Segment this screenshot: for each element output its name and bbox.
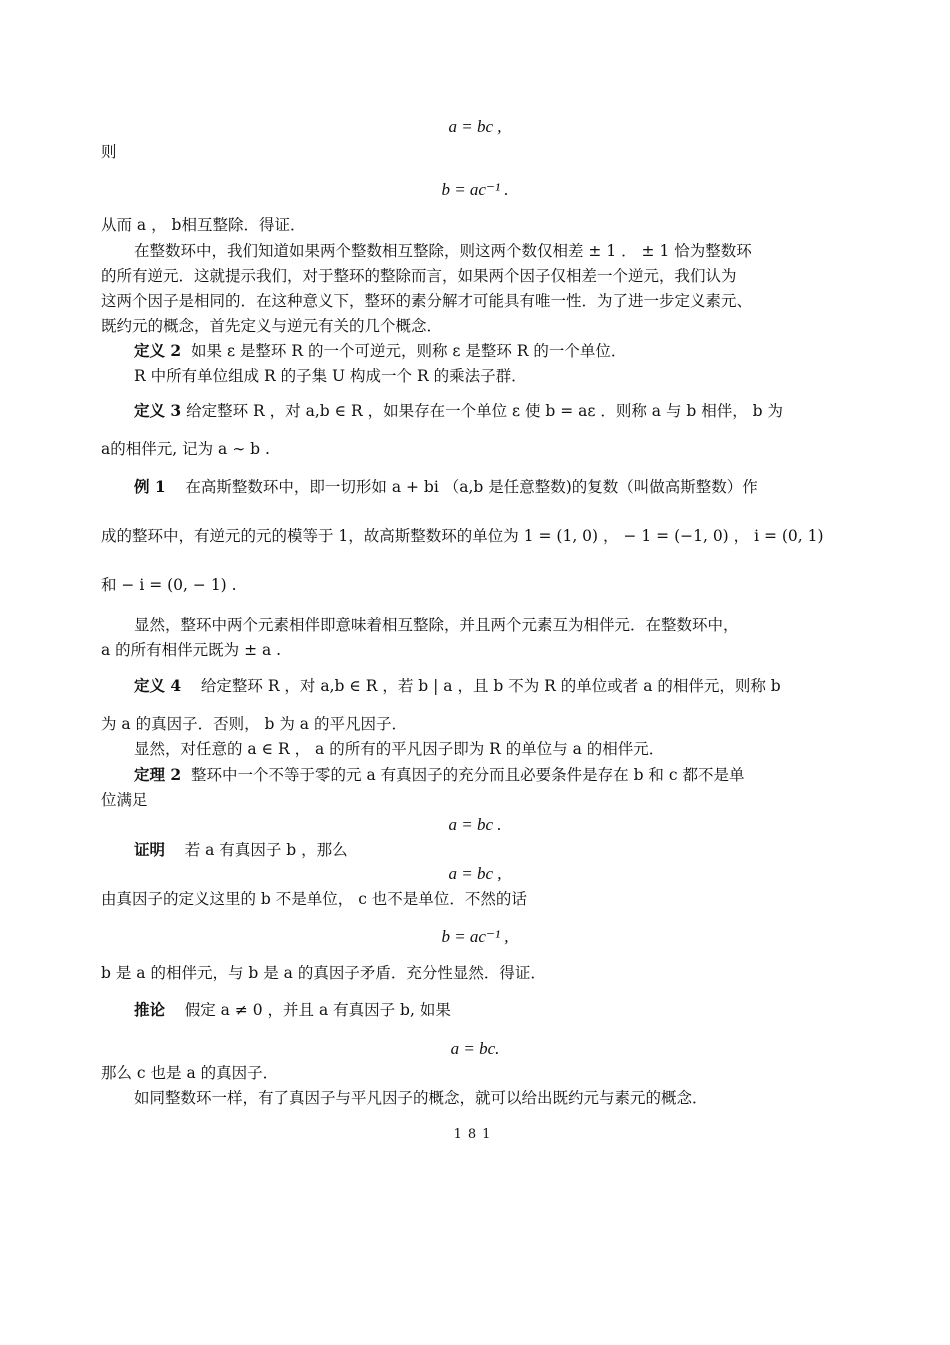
text-line: 和 − i = (0, − 1) .: [101, 576, 237, 594]
definition-3: [134, 400, 783, 422]
theorem-2: [134, 764, 744, 786]
text-line: 位满足: [101, 791, 148, 809]
definition-label: 定义 2: [134, 341, 182, 360]
proof-label: 证明: [134, 840, 166, 859]
example-label: 例 1: [134, 477, 166, 496]
definition-label: 定义 3: [134, 401, 182, 420]
paragraph-line: 在整数环中，我们知道如果两个整数相互整除，则这两个数仅相差 ± 1 ． ± 1 恰为整数环: [134, 242, 752, 260]
text-line: 成的整环中，有逆元的元的模等于 1，故高斯整数环的单位为 1 = (1, 0) ， − 1 = (−1, 0) ， i = (0, 1): [101, 527, 824, 545]
definition-label: 定义 4: [134, 676, 182, 695]
equation-b-eq-ac-inverse: b = ac⁻¹ ,: [441, 927, 509, 946]
definition-text: 如果 ε 是整环 R 的一个可逆元，则称 ε 是整环 R 的一个单位．: [191, 342, 627, 360]
theorem-label: 定理 2: [134, 765, 182, 784]
paragraph-line: 的所有逆元．这就提示我们，对于整环的整除而言，如果两个因子仅相差一个逆元，我们认为: [101, 267, 737, 285]
definition-text: 给定整环 R ，对 a,b ∈ R ，如果存在一个单位 ε 使 b = aε ．则称 a 与 b 相伴， b 为: [186, 402, 784, 420]
theorem-text: 整环中一个不等于零的元 a 有真因子的充分而且必要条件是存在 b 和 c 都不是单: [191, 766, 745, 784]
text-line: a的相伴元, 记为 a ∼ b .: [101, 440, 270, 458]
equation-a-eq-bc: a = bc.: [450, 1039, 500, 1058]
page-number: 181: [453, 1127, 497, 1142]
equation-a-eq-bc: a = bc ,: [448, 117, 502, 136]
proof-text: 若 a 有真因子 b ，那么: [184, 841, 348, 859]
example-1: [134, 476, 758, 498]
paragraph-line: 既约元的概念，首先定义与逆元有关的几个概念．: [101, 317, 443, 335]
text-line: 那么 c 也是 a 的真因子．: [101, 1064, 279, 1082]
definition-2: [134, 340, 626, 362]
corollary-text: 假定 a ≠ 0 ，并且 a 有真因子 b, 如果: [184, 1001, 451, 1019]
corollary: [134, 999, 451, 1021]
text-line: 则: [101, 143, 117, 161]
proof: [134, 839, 348, 861]
equation-b-eq-ac-inverse: b = ac⁻¹ .: [441, 180, 509, 199]
paragraph-line: 显然，整环中两个元素相伴即意味着相互整除，并且两个元素互为相伴元．在整数环中，: [134, 616, 739, 634]
paragraph-line: a 的所有相伴元既为 ± a .: [101, 641, 282, 659]
definition-4: [134, 675, 781, 697]
equation-a-eq-bc: a = bc ,: [448, 864, 502, 883]
definition-text: 给定整环 R ，对 a,b ∈ R ，若 b | a ，且 b 不为 R 的单位或者 a 的相伴元，则称 b: [200, 677, 781, 695]
text-line: 显然，对任意的 a ∈ R ， a 的所有的平凡因子即为 R 的单位与 a 的相伴元．: [134, 740, 665, 758]
text-line: R 中所有单位组成 R 的子集 U 构成一个 R 的乘法子群．: [134, 367, 527, 385]
text-line: 为 a 的真因子．否则， b 为 a 的平凡因子．: [101, 715, 407, 733]
corollary-label: 推论: [134, 1000, 166, 1019]
equation-a-eq-bc: a = bc .: [448, 815, 502, 834]
example-text: 在高斯整数环中，即一切形如 a + bi （a,b 是任意整数)的复数（叫做高斯整数）作: [185, 478, 758, 496]
paragraph-line: 这两个因子是相同的．在这种意义下，整环的素分解才可能具有唯一性．为了进一步定义素元、: [101, 292, 753, 310]
text-line: b 是 a 的相伴元，与 b 是 a 的真因子矛盾．充分性显然．得证．: [101, 964, 546, 982]
text-line: 如同整数环一样，有了真因子与平凡因子的概念，就可以给出既约元与素元的概念．: [134, 1089, 708, 1107]
text-line: 从而 a ， b相互整除．得证．: [101, 216, 306, 234]
text-line: 由真因子的定义这里的 b 不是单位， c 也不是单位．不然的话: [101, 890, 527, 908]
